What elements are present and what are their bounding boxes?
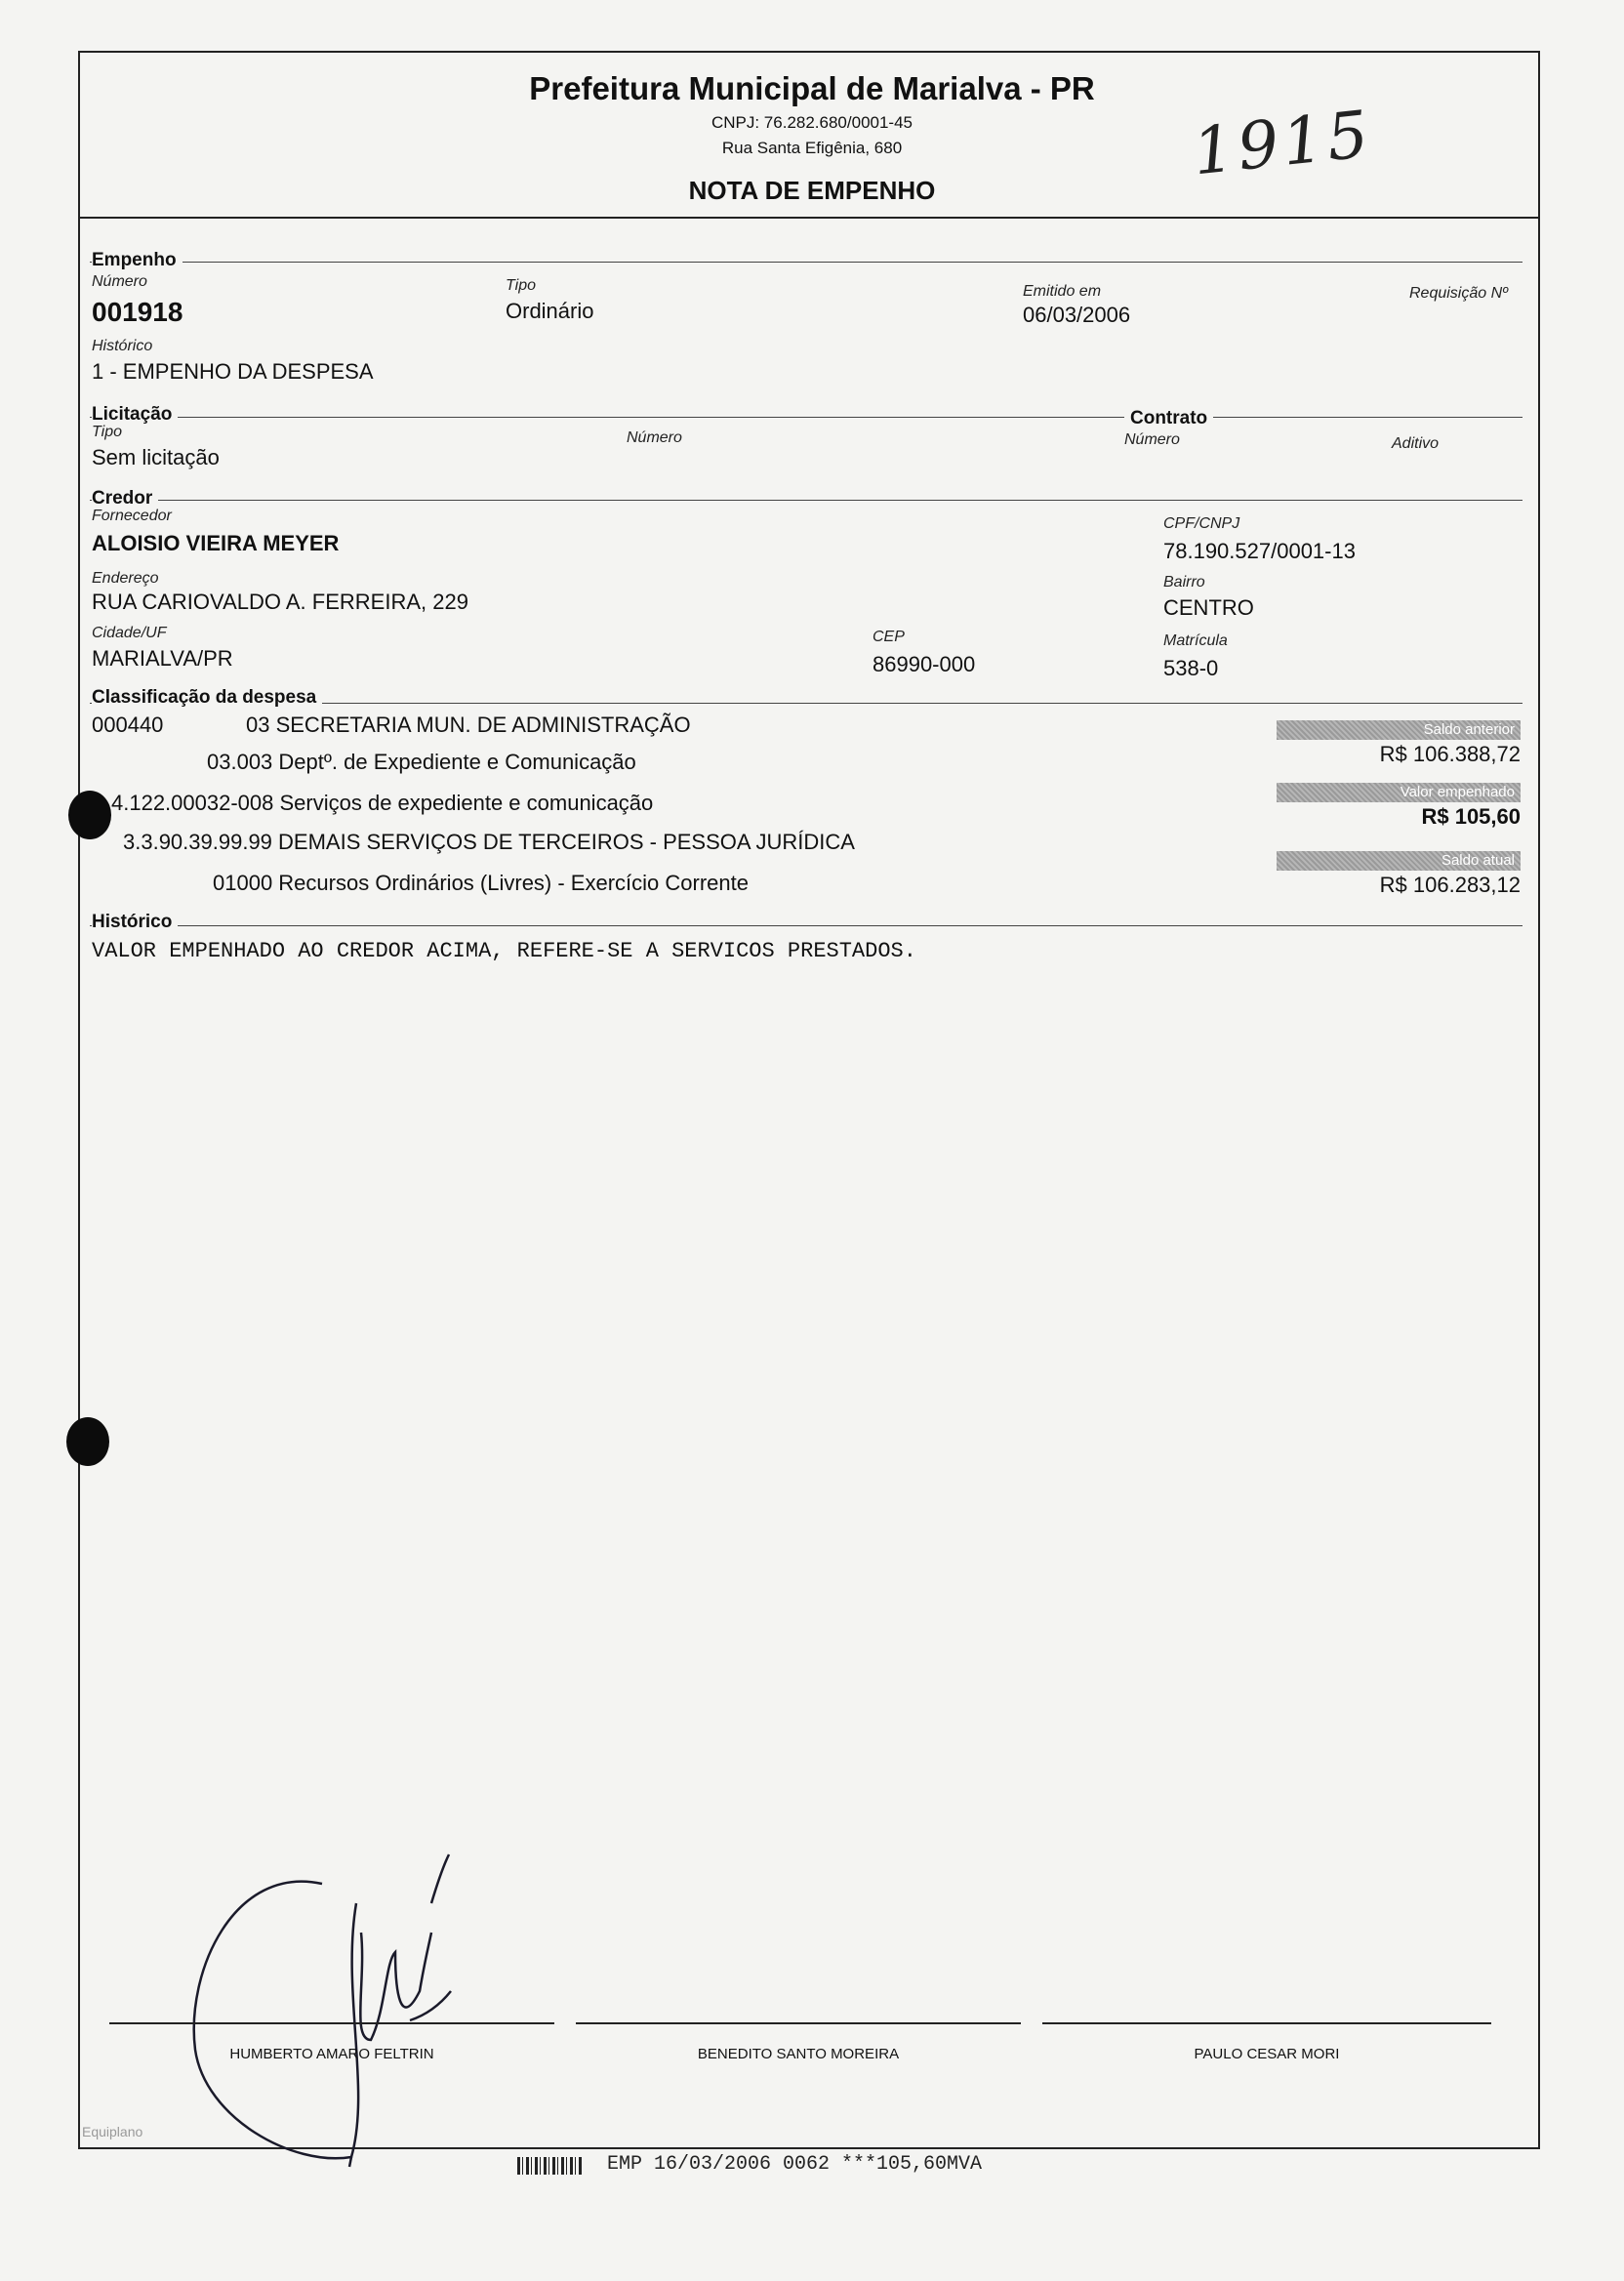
credor-cpf-label: CPF/CNPJ bbox=[1163, 515, 1240, 532]
signature-line-3 bbox=[1042, 2022, 1491, 2024]
credor-endereco: RUA CARIOVALDO A. FERREIRA, 229 bbox=[92, 590, 468, 614]
classificacao-code: 000440 bbox=[92, 713, 164, 737]
credor-cep: 86990-000 bbox=[873, 652, 976, 676]
signature-name-3: PAULO CESAR MORI bbox=[1194, 2046, 1340, 2062]
credor-rule bbox=[90, 500, 1522, 501]
classificacao-line3: 4.122.00032-008 Serviços de expediente e comunicação bbox=[111, 791, 654, 815]
credor-endereco-label: Endereço bbox=[92, 570, 159, 587]
header-title: Prefeitura Municipal de Marialva - PR bbox=[529, 70, 1095, 106]
handwritten-number: 1915 bbox=[1189, 96, 1376, 190]
empenho-emitido-label: Emitido em bbox=[1023, 283, 1102, 300]
header-cnpj: CNPJ: 76.282.680/0001-45 bbox=[710, 113, 914, 132]
classificacao-line4: 3.3.90.39.99.99 DEMAIS SERVIÇOS DE TERCEIROS - PESSOA JURÍDICA bbox=[123, 830, 855, 854]
historico-section-title: Histórico bbox=[92, 912, 178, 933]
signature-scribble bbox=[176, 1845, 488, 2177]
classificacao-line5: 01000 Recursos Ordinários (Livres) - Exercício Corrente bbox=[213, 871, 749, 895]
empenho-tipo-label: Tipo bbox=[506, 277, 536, 294]
hole-punch-mark bbox=[68, 791, 111, 839]
credor-bairro-label: Bairro bbox=[1163, 574, 1205, 591]
valor-empenhado-value: R$ 105,60 bbox=[1421, 804, 1521, 829]
credor-fornecedor-label: Fornecedor bbox=[92, 508, 172, 524]
mechanical-stamp: EMP 16/03/2006 0062 ***105,60MVA bbox=[607, 2153, 983, 2176]
licitacao-tipo: Sem licitação bbox=[92, 445, 220, 469]
credor-fornecedor: ALOISIO VIEIRA MEYER bbox=[92, 531, 340, 555]
licitacao-section-title: Licitação bbox=[92, 404, 178, 426]
credor-cep-label: CEP bbox=[873, 629, 905, 645]
software-label: Equiplano bbox=[82, 2124, 143, 2139]
saldo-atual-value: R$ 106.283,12 bbox=[1379, 873, 1521, 897]
barcode-icon bbox=[517, 2157, 582, 2175]
header-address: Rua Santa Efigênia, 680 bbox=[721, 139, 903, 157]
signature-line-2 bbox=[576, 2022, 1021, 2024]
empenho-numero: 001918 bbox=[92, 297, 183, 327]
classificacao-section-title: Classificação da despesa bbox=[92, 687, 322, 709]
classificacao-line1: 03 SECRETARIA MUN. DE ADMINISTRAÇÃO bbox=[246, 713, 691, 737]
valor-empenhado-label: Valor empenhado bbox=[1277, 783, 1521, 802]
saldo-anterior-label: Saldo anterior bbox=[1277, 720, 1521, 740]
licitacao-tipo-label: Tipo bbox=[92, 424, 122, 440]
empenho-historico-label: Histórico bbox=[92, 338, 153, 354]
historico-rule bbox=[90, 925, 1522, 926]
signature-line-1 bbox=[109, 2022, 554, 2024]
credor-bairro: CENTRO bbox=[1163, 595, 1254, 620]
doc-title: NOTA DE EMPENHO bbox=[688, 176, 936, 205]
credor-section-title: Credor bbox=[92, 488, 158, 509]
credor-cpf: 78.190.527/0001-13 bbox=[1163, 539, 1356, 563]
saldo-anterior-value: R$ 106.388,72 bbox=[1379, 742, 1521, 766]
signature-name-1: HUMBERTO AMARO FELTRIN bbox=[229, 2046, 434, 2062]
credor-matricula: 538-0 bbox=[1163, 656, 1219, 680]
hole-punch-mark bbox=[66, 1417, 109, 1466]
credor-cidade: MARIALVA/PR bbox=[92, 646, 233, 671]
header-separator bbox=[78, 217, 1540, 219]
historico-text: VALOR EMPENHADO AO CREDOR ACIMA, REFERE-SE A SERVICOS PRESTADOS. bbox=[92, 939, 916, 963]
signature-name-2: BENEDITO SANTO MOREIRA bbox=[697, 2046, 900, 2062]
empenho-numero-label: Número bbox=[92, 273, 147, 290]
empenho-emitido: 06/03/2006 bbox=[1023, 303, 1131, 327]
credor-matricula-label: Matrícula bbox=[1163, 632, 1228, 649]
saldo-atual-label: Saldo atual bbox=[1277, 851, 1521, 871]
empenho-section-title: Empenho bbox=[92, 250, 183, 271]
classificacao-line2: 03.003 Deptº. de Expediente e Comunicação bbox=[207, 750, 636, 774]
empenho-requisicao-label: Requisição Nº bbox=[1409, 285, 1508, 302]
contrato-numero-label: Número bbox=[1124, 431, 1180, 448]
licitacao-rule bbox=[90, 417, 1522, 418]
empenho-rule bbox=[90, 262, 1522, 263]
empenho-historico: 1 - EMPENHO DA DESPESA bbox=[92, 359, 374, 384]
licitacao-numero-label: Número bbox=[627, 429, 682, 446]
empenho-tipo: Ordinário bbox=[506, 299, 594, 323]
credor-cidade-label: Cidade/UF bbox=[92, 625, 167, 641]
contrato-section-title: Contrato bbox=[1124, 408, 1213, 429]
contrato-aditivo-label: Aditivo bbox=[1392, 435, 1440, 452]
